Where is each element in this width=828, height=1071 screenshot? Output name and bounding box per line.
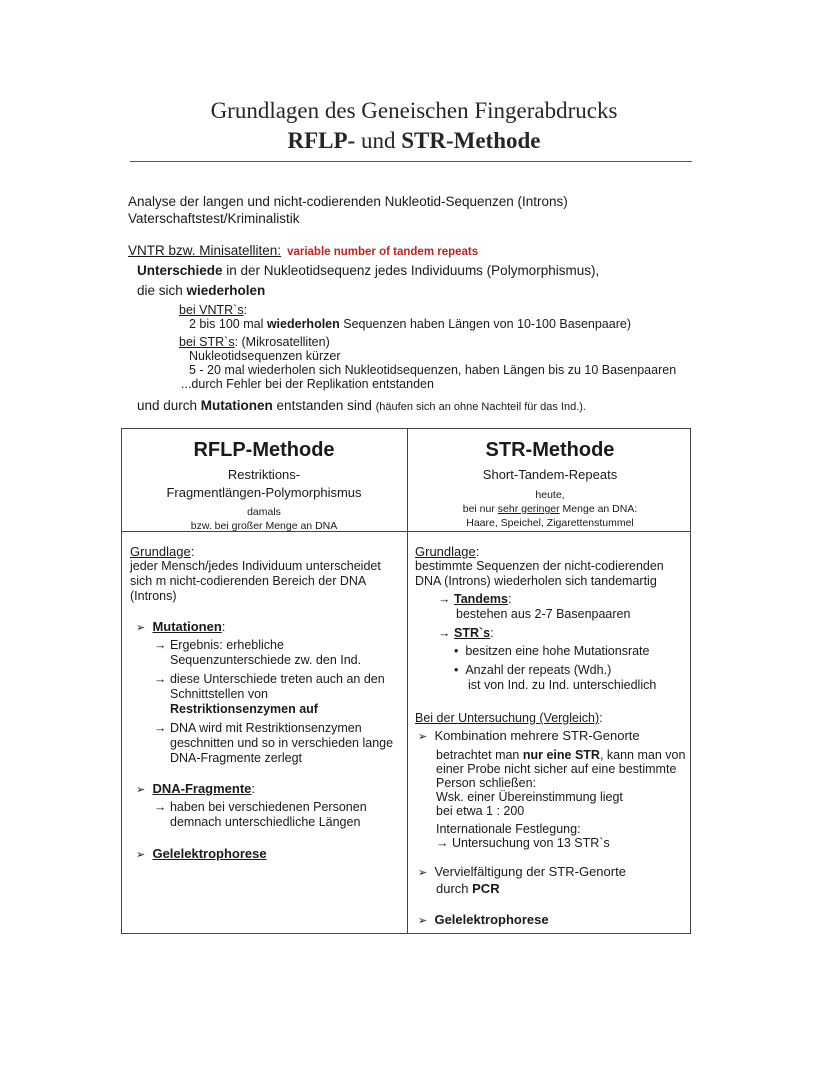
untersuchung-heading: Bei der Untersuchung (Vergleich): xyxy=(415,711,603,725)
tandems-heading: → Tandems: xyxy=(438,592,512,606)
vntr-definition: variable number of tandem repeats xyxy=(287,246,479,258)
comparison-table: RFLP-Methode Restriktions- Fragmentlängen-Polymorphismus damals bzw. bei großer Menge an DNA STR-Methode Short-Tandem-Repeats heute, bei nur sehr geringer Menge an DNA: Haare, Speichel, Zigarettenstummel Grundlage: jeder Mensch/jedes Individuum unterscheidet sich m nicht-codierenden Bereich der DNA (Introns) ➢ Mutationen: → Ergebnis: erhebliche Sequenzunterschiede zw. den Ind. → diese Unterschiede treten auch an den Schnittstellen von Restriktionsenzymen auf → DNA wird mit Restriktionsenzymen geschnitten und so in verschieden lange DNA-Fragmente zerlegt ➢ DNA-Fragmente: → haben bei verschiedenen Personen demnach unterschiedliche Längen ➢ Gelelektrophorese Grundlage: bestimmte Sequenzen der nicht-codierenden DNA (Introns) wiederholen sich tandemartig → Tandems: bestehen aus 2-7 Basenpaaren → STR`s: • besitzen eine hohe Mutationsrate • Anzahl der repeats (Wdh.) ist von Ind. zu Ind. unterschiedlich Bei der Untersuchung (Vergleich): ➢ Kombination mehrere STR-Genorte betrachtet man nur eine STR, kann man von einer Probe nicht sicher auf eine bestimmte Person schließen: Wsk. einer Übereinstimmung liegt bei etwa 1 : 200 Internationale Festlegung: → Untersuchung von 13 STR`s ➢ Vervielfältigung der STR-Genorte durch PCR ➢ Gelelektrophorese xyxy=(121,428,691,934)
vntr-heading: VNTR bzw. Minisatelliten: variable number of tandem repeats xyxy=(128,243,479,258)
vntr-line-1: Unterschiede in der Nukleotidsequenz jedes Individuums (Polymorphismus), xyxy=(137,263,600,278)
str-desc-3: ...durch Fehler bei der Replikation entstanden xyxy=(181,377,434,391)
intro: Analyse der langen und nicht-codierenden Nukleotid-Sequenzen (Introns) Vaterschaftstest/Kriminalistik xyxy=(128,194,568,226)
rflp-title: RFLP-Methode xyxy=(193,439,335,461)
str-gel-heading: ➢ Gelelektrophorese xyxy=(418,912,549,927)
bei-str-label: bei STR`s: (Mikrosatelliten) xyxy=(179,335,330,349)
vntr-desc: 2 bis 100 mal wiederholen Sequenzen haben Längen von 10-100 Basenpaare) xyxy=(189,317,631,331)
str-title: STR-Methode xyxy=(485,439,615,461)
rflp-mutationen-heading: ➢ Mutationen: xyxy=(136,619,226,634)
str-desc-2: 5 - 20 mal wiederholen sich Nukleotidsequenzen, haben Längen bis zu 10 Basenpaaren xyxy=(189,363,677,377)
rflp-gel-heading: ➢ Gelelektrophorese xyxy=(136,846,267,861)
title-line-1: Grundlagen des Geneischen Fingerabdrucks xyxy=(210,98,618,123)
title-line-2: RFLP- und STR-Methode xyxy=(287,128,541,153)
rflp-grundlage-label: Grundlage: xyxy=(130,544,195,559)
str-grundlage-label: Grundlage: xyxy=(415,544,480,559)
str-desc-1: Nukleotidsequenzen kürzer xyxy=(189,349,341,363)
vntr-line-2: die sich wiederholen xyxy=(137,283,266,298)
rflp-header-cell: RFLP-Methode Restriktions- Fragmentlängen-Polymorphismus damals bzw. bei großer Menge an DNA xyxy=(122,429,406,533)
page-title xyxy=(0,96,828,156)
strs-heading: → STR`s: xyxy=(438,626,494,640)
bei-vntr-label: bei VNTR`s: xyxy=(179,303,248,317)
vntr-last-line: und durch Mutationen entstanden sind (häufen sich an ohne Nachteil für das Ind.). xyxy=(137,398,586,413)
title-divider xyxy=(130,161,692,162)
str-header-cell: STR-Methode Short-Tandem-Repeats heute, bei nur sehr geringer Menge an DNA: Haare, Speichel, Zigarettenstummel xyxy=(408,429,692,530)
rflp-fragmente-heading: ➢ DNA-Fragmente: xyxy=(136,781,256,796)
